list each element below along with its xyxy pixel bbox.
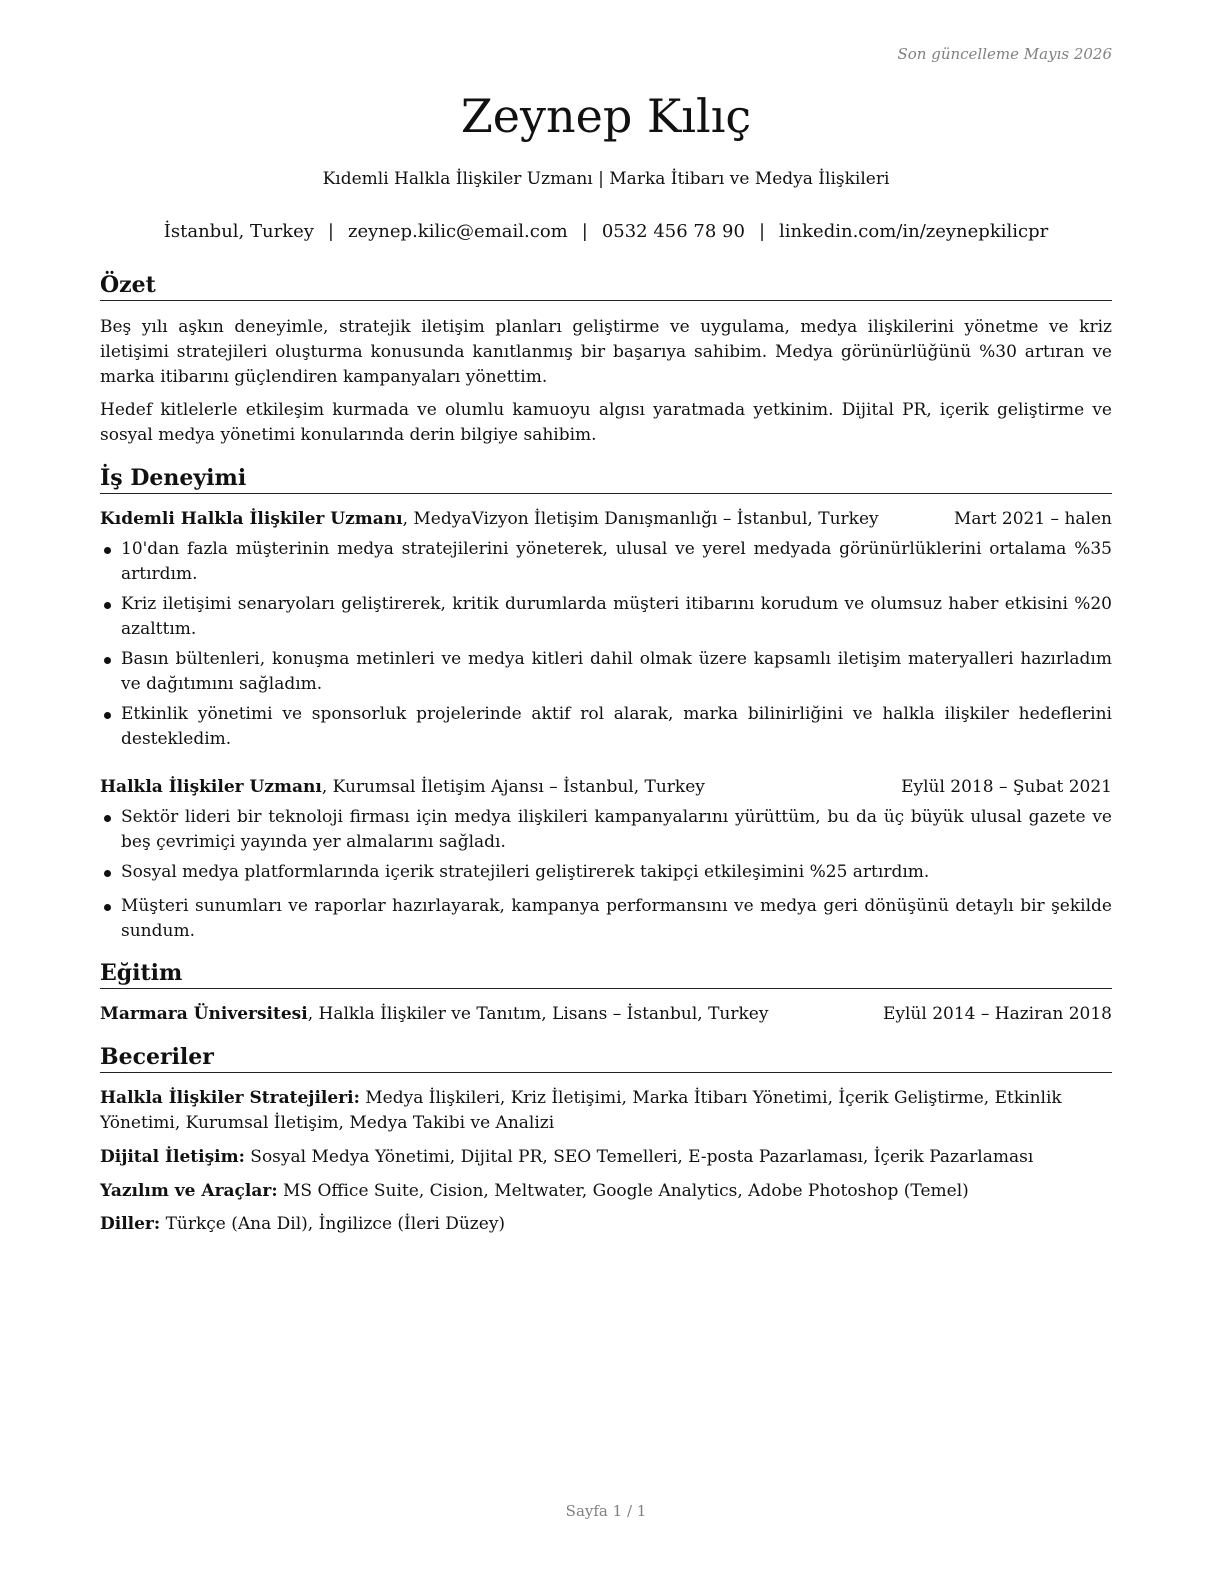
skill-group — [100, 1212, 1118, 1237]
job-bullet-list — [100, 805, 1112, 944]
contact-line — [100, 219, 1112, 245]
education-school: Marmara Üniversitesi — [100, 1004, 308, 1024]
contact-separator: | — [581, 221, 588, 242]
job-organization: , MedyaVizyon İletişim Danışmanlığı – İstanbul, Turkey — [402, 509, 879, 529]
job-dates: Eylül 2018 – Şubat 2021 — [901, 777, 1112, 797]
job-dates: Mart 2021 – halen — [953, 509, 1112, 529]
last-updated-note: Son güncelleme Mayıs 2026 — [897, 45, 1112, 63]
job-bullet: Etkinlik yönetimi ve sponsorluk projelerinde aktif rol alarak, marka bilinirliğini ve halkla ilişkiler hedeflerini destekledim. — [100, 702, 1112, 752]
job-bullet: Sektör lideri bir teknoloji firması için medya ilişkileri kampanyalarını yürüttüm, bu da üç büyük ulusal gazete ve beş çevrimiçi yayında yer almalarını sağladı. — [100, 805, 1112, 855]
skill-group-items: Sosyal Medya Yönetimi, Dijital PR, SEO Temelleri, E-posta Pazarlaması, İçerik Pazarlaması — [244, 1147, 1034, 1167]
skill-group-items: Medya İlişkileri, Kriz İletişimi, Marka İtibarı Yönetimi, İçerik Geliştirme, Etkinlik Yönetimi, Kurumsal İletişim, Medya Takibi ve Analizi — [100, 1088, 1062, 1133]
job-bullet: 10'dan fazla müşterinin medya stratejilerini yöneterek, ulusal ve yerel medyada görünürlüklerini ortalama %35 artırdım. — [100, 537, 1112, 587]
page-number-footer: Sayfa 1 / 1 — [565, 1502, 647, 1520]
contact-email[interactable]: zeynep.kilic@email.com — [348, 221, 568, 242]
education-details: , Halkla İlişkiler ve Tanıtım, Lisans – İstanbul, Turkey — [307, 1004, 769, 1024]
contact-separator: | — [758, 221, 766, 242]
education-dates: Eylül 2014 – Haziran 2018 — [882, 1004, 1112, 1024]
section-title-experience: İş Deneyimi — [100, 464, 1112, 494]
job-bullet-list — [100, 537, 1112, 752]
skill-group — [100, 1179, 1118, 1204]
headline: Kıdemli Halkla İlişkiler Uzmanı | Marka İtibarı ve Medya İlişkileri — [322, 169, 890, 189]
skill-group-label: Yazılım ve Araçlar: — [100, 1181, 278, 1201]
job-organization: , Kurumsal İletişim Ajansı – İstanbul, Turkey — [321, 777, 705, 797]
contact-separator: | — [327, 221, 334, 242]
summary-paragraph: Beş yılı aşkın deneyimle, stratejik iletişim planları geliştirme ve uygulama, medya ilişkilerini yönetme ve kriz iletişimi stratejileri oluşturma konusunda kanıtlanmış bir başarıya sahibim. Medya görünürlüğünü %30 artıran ve marka itibarını güçlendiren kampanyaları yönettim. — [100, 317, 1112, 387]
section-title-education: Eğitim — [100, 959, 1112, 989]
candidate-name: Zeynep Kılıç — [460, 89, 752, 143]
skill-group-label: Halkla İlişkiler Stratejileri: — [100, 1088, 360, 1108]
job-bullet: Basın bültenleri, konuşma metinleri ve medya kitleri dahil olmak üzere kapsamlı iletişim materyalleri hazırladım ve dağıtımını sağladım. — [100, 647, 1112, 697]
skill-group — [100, 1145, 1118, 1170]
job-role: Halkla İlişkiler Uzmanı — [100, 777, 322, 797]
education-entry — [100, 1002, 1112, 1027]
resume-page — [100, 0, 1112, 1584]
job-bullet: Müşteri sunumları ve raporlar hazırlayarak, kampanya performansını ve medya geri dönüşünü detaylı bir şekilde sundum. — [100, 894, 1112, 944]
summary-paragraph: Hedef kitlelerle etkileşim kurmada ve olumlu kamuoyu algısı yaratmada yetkinim. Dijital PR, içerik geliştirme ve sosyal medya yönetimi konularında derin bilgiye sahibim. — [100, 400, 1112, 445]
contact-location: İstanbul, Turkey — [163, 221, 314, 242]
job-header — [100, 775, 1112, 800]
skill-group-items: MS Office Suite, Cision, Meltwater, Google Analytics, Adobe Photoshop (Temel) — [277, 1181, 969, 1201]
section-title-skills: Beceriler — [100, 1043, 1112, 1073]
job-bullet: Kriz iletişimi senaryoları geliştirerek, kritik durumlarda müşteri itibarını korudum ve olumsuz haber etkisini %20 azalttım. — [100, 592, 1112, 642]
skill-group-label: Dijital İletişim: — [100, 1147, 245, 1167]
skill-group — [100, 1086, 1118, 1136]
section-title-summary: Özet — [100, 271, 1112, 301]
job-role: Kıdemli Halkla İlişkiler Uzmanı — [100, 509, 403, 529]
contact-phone[interactable]: 0532 456 78 90 — [601, 221, 745, 242]
skill-group-label: Diller: — [100, 1214, 161, 1234]
contact-linkedin[interactable]: linkedin.com/in/zeynepkilicpr — [779, 221, 1049, 242]
job-header — [100, 507, 1112, 532]
job-bullet: Sosyal medya platformlarında içerik stratejileri geliştirerek takipçi etkileşimini %25 artırdım. — [100, 860, 1112, 885]
skill-group-items: Türkçe (Ana Dil), İngilizce (İleri Düzey) — [160, 1214, 506, 1234]
